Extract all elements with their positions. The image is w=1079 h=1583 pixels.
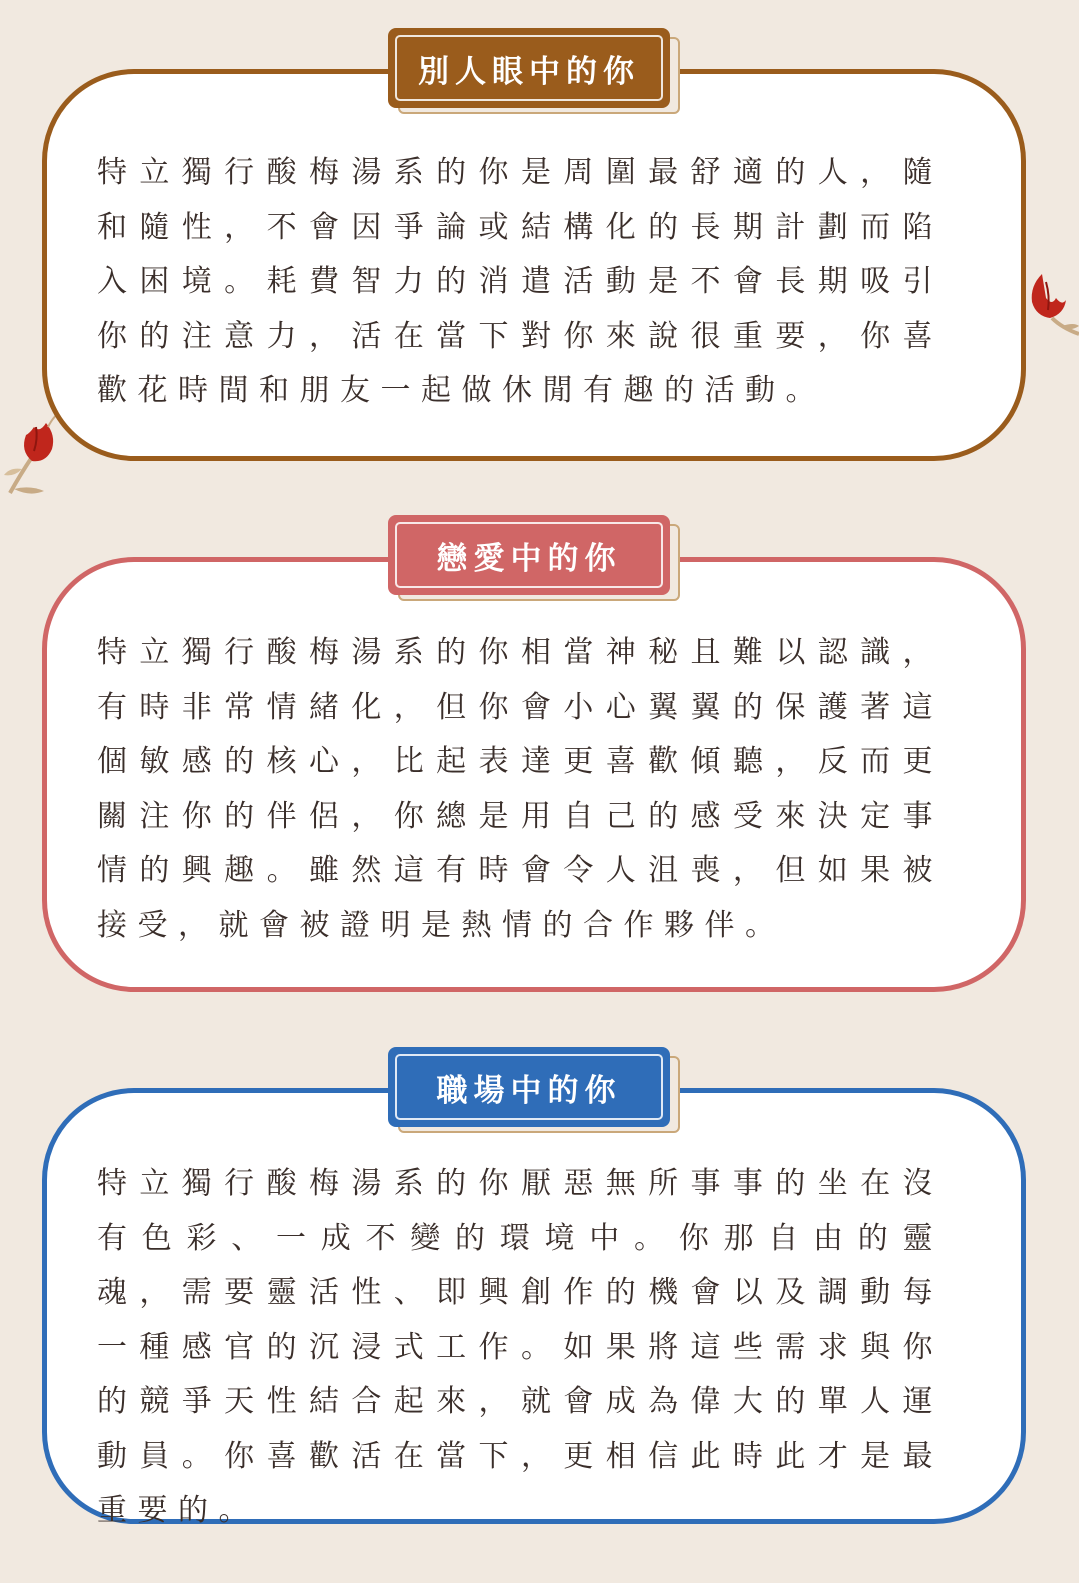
work-description: 特立獨行酸梅湯系的你厭惡無所事事的坐在沒有色彩、一成不變的環境中。你那自由的靈魂，需要靈活性、即興創作的機會以及調動每一種感官的沉浸式工作。如果將這些需求與你的競爭天性結合起來，就會成為偉大的單人運動員。你喜歡活在當下，更相信此時此才是最重要的。 <box>97 1166 943 1528</box>
others-title-tag <box>388 28 680 114</box>
work-title: 職場中的你 <box>395 1054 663 1120</box>
love-description: 特立獨行酸梅湯系的你相當神秘且難以認識，有時非常情緒化，但你會小心翼翼的保護著這個敏感的核心，比起表達更喜歡傾聽，反而更關注你的伴侶，你總是用自己的感受來決定事情的興趣。雖然這有時會令人沮喪，但如果被接受，就會被證明是熱情的合作夥伴。 <box>97 635 943 943</box>
rose-flower-icon <box>1022 268 1079 340</box>
work-card <box>42 1088 1026 1528</box>
others-description: 特立獨行酸梅湯系的你是周圍最舒適的人，隨和隨性，不會因爭論或結構化的長期計劃而陷入困境。耗費智力的消遣活動是不會長期吸引你的注意力，活在當下對你來說很重要，你喜歡花時間和朋友一起做休閒有趣的活動。 <box>97 155 943 408</box>
love-title: 戀愛中的你 <box>395 522 663 588</box>
love-card <box>42 557 1026 992</box>
work-title-tag <box>388 1047 680 1133</box>
others-card <box>42 69 1026 461</box>
love-title-tag <box>388 515 680 601</box>
others-title: 別人眼中的你 <box>395 35 663 101</box>
